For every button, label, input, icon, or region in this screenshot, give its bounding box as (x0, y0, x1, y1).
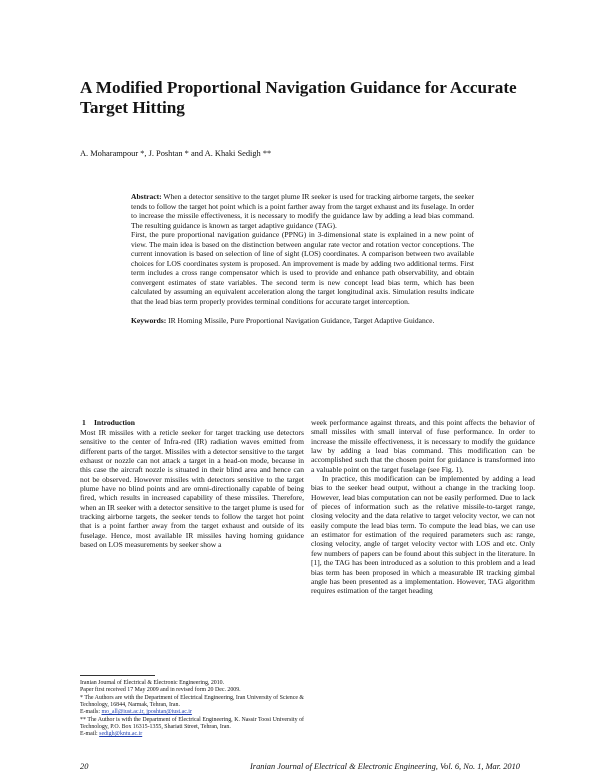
left-column (80, 418, 304, 549)
paper-title: A Modified Proportional Navigation Guidance for Accurate Target Hitting (80, 78, 517, 117)
email-label: E-mails: (80, 709, 100, 716)
footnote-line (80, 709, 304, 716)
authors: A. Moharampour *, J. Poshtan * and A. Khaki Sedigh ** (80, 149, 272, 158)
abstract-label: Abstract: (131, 192, 162, 201)
footnote-line (80, 731, 304, 738)
intro-paragraph-3: In practice, this modification can be implemented by adding a lead bias to the seeker head output, without a change in the tracking loop. However, lead bias computation can not be easily performed. Due to lack of pieces of information such as the relative missile-to-target range, closing velocity and the data relative to target velocity vector, we can not easily compute the lead bias term. To compute the lead bias, we can use an estimator for estimation of the required parameters such as: range, closing velocity, angle of target velocity vector with LOS and etc. Only few numbers of papers can be found about this subject in the literature. In [1], the TAG has been introduced as a solution to this problem and a lead bias term has been proposed in which a measurable IR tracking gimbal angle has been presented as a implementation. However, TAG algorithm requires estimation of the target heading (311, 474, 535, 596)
keywords-text: IR Homing Missile, Pure Proportional Navigation Guidance, Target Adaptive Guidance. (168, 315, 435, 325)
email-label: E-mail: (80, 731, 98, 738)
footnote-divider (80, 675, 155, 676)
footnotes (80, 680, 304, 739)
journal-footer: Iranian Journal of Electrical & Electronic Engineering, Vol. 6, No. 1, Mar. 2010 (250, 762, 520, 771)
footnote-line: * The Authors are with the Department of Electrical Engineering, Iran University of Science & Technology, 16844, Narmak, Tehran, Iran. (80, 694, 304, 709)
right-column (311, 418, 535, 596)
keywords (131, 316, 474, 326)
intro-paragraph-2: week performance against threats, and this point affects the behavior of small missiles with small interval of fuse performance. In order to increase the missile effectiveness, it is necessary to modify the guidance law by adding a lead bias command. This modification can be accomplished such that the chosen point for guidance is transformed into a valuable point on the target fuselage (see Fig. 1). (311, 418, 535, 474)
intro-paragraph-1: Most IR missiles with a reticle seeker for target tracking use detectors sensitive to the center of Infra-red (IR) radiation waves emitted from different parts of the target. Missiles with a detector sensitive to the target exhaust or nozzle can not attack a target in a head-on mode, because in this case the aircraft nozzle is situated in their blind area and hence can not be observed. However missiles with detectors sensitive to the target plume have no blind points and are omni-directionally capable of being fired, which results in increased capability of these missiles. Therefore, when an IR seeker with a detector sensitive to the target plume is used for tracking airborne targets, the seeker tends to follow the target hot point that is a point farther away from the target exhaust and outside of its fuselage. Hence, most available IR missiles having homing guidance based on LOS measurements by seeker show a (80, 427, 304, 549)
page-number: 20 (80, 762, 89, 771)
footnote-line: Paper first received 17 May 2009 and in revised form 20 Dec. 2009. (80, 687, 241, 694)
section-title: Introduction (94, 418, 135, 427)
abstract-block (131, 192, 474, 325)
email-link[interactable]: sedigh@kntu.ac.ir (99, 731, 143, 738)
footnote-line: Iranian Journal of Electrical & Electronic Engineering, 2010. (80, 680, 225, 686)
abstract-paragraph-1 (131, 192, 474, 230)
abstract-text-1: When a detector sensitive to the target plume IR seeker is used for tracking airborne targets, the seeker tends to follow the target hot point which is a point farther away from the target exhaust and its fuselage. In order to increase the missile effectiveness, it is necessary to modify the guidance law by adding a lead bias command. The resulting guidance is known as target adaptive guidance (TAG). (131, 192, 474, 230)
keywords-label: Keywords: (131, 315, 167, 325)
email-link[interactable]: mo_all@iust.ac.ir, jposhtan@iust.ac.ir (101, 709, 192, 716)
section-number: 1 (82, 418, 86, 427)
footnote-line: ** The Author is with the Department of Electrical Engineering, K. Nassir Toosi University of Technology, P.O. Box 16315-1355, Shariati Street, Tehran, Iran. (80, 716, 304, 731)
abstract-paragraph-2: First, the pure proportional navigation guidance (PPNG) in 3-dimensional state is explained in a new point of view. The main idea is based on the distinction between angular rate vector and rotation vector conceptions. The current innovation is based on selection of line of sight (LOS) coordinates. A comparison between two available choices for LOS coordinates system is proposed. An improvement is made by adding two additional terms. First term includes a cross range compensator which is used to provide and enhance path observability, and obtain convergent estimates of state variables. The second term is new concept lead bias term, which has been calculated by assuming an equivalent acceleration along the target longitudinal axis. Simulation results indicate that the lead bias term properly provides terminal conditions for accurate target interception. (131, 230, 474, 307)
section-heading (80, 418, 304, 427)
